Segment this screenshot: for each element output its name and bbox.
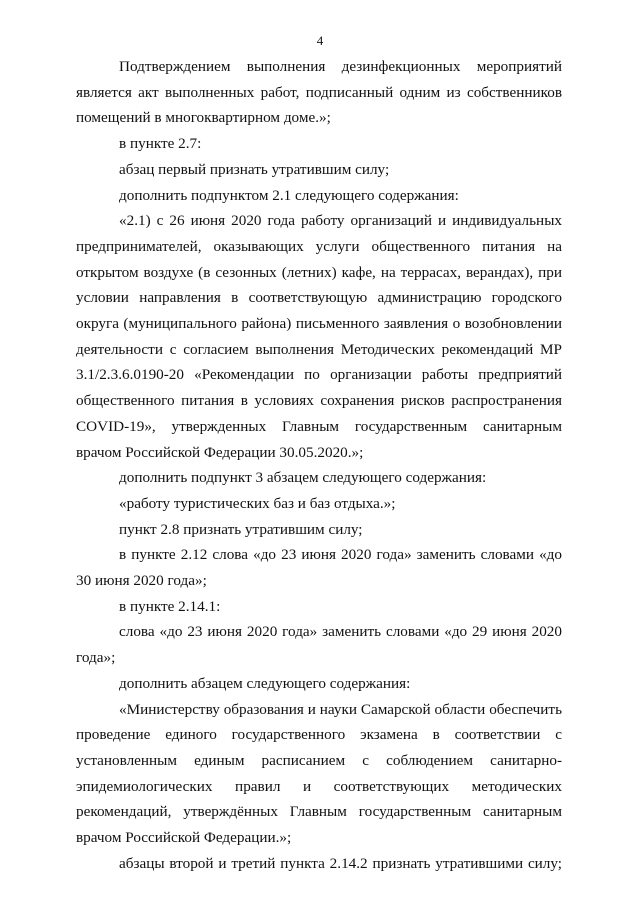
paragraph-clause-2-12: в пункте 2.12 слова «до 23 июня 2020 года» заменить словами «до 30 июня 2020 года»;	[76, 546, 562, 590]
paragraph-tourist-bases: «работу туристических баз и баз отдыха.»;	[119, 494, 396, 512]
paragraph-replace-words: слова «до 23 июня 2020 года» заменить словами «до 29 июня 2020 года»;	[76, 623, 562, 667]
paragraph-clause-2-7: в пункте 2.7:	[119, 135, 202, 153]
paragraph-ministry-exam: «Министерству образования и науки Самарской области обеспечить проведение единого государственного экзамена в соответствии с установленным единым расписанием с соблюдением санитарно-эпидемиологических правил и соответствующих методических рекомендаций, утверждённых Главным государственным санитарным врачом Российской Федерации.»;	[76, 700, 562, 847]
paragraph-subclause-2-1-text: «2.1) с 26 июня 2020 года работу организаций и индивидуальных предпринимателей, оказывающих услуги общественного питания на открытом воздухе (в сезонных (летних) кафе, на террасах, верандах), при условии направления в соответствующую администрацию городского округа (муниципального района) письменного заявления о возобновлении деятельности с согласием выполнения Методических рекомендаций МР 3.1/2.3.6.0190-20 «Рекомендации по организации работы предприятий общественного питания в условиях сохранения рисков распространения COVID-19», утвержденных Главным государственным санитарным врачом Российской Федерации 30.05.2020.»;	[76, 212, 562, 461]
paragraph-disinfection-confirmation: Подтверждением выполнения дезинфекционных мероприятий является акт выполненных работ, подписанный одним из собственников помещений в многоквартирном доме.»;	[76, 58, 562, 127]
paragraph-add-abzac: дополнить абзацем следующего содержания:	[119, 674, 411, 692]
document-body	[76, 54, 562, 877]
page-number: 4	[316, 33, 324, 48]
paragraph-first-abzac-void: абзац первый признать утратившим силу;	[119, 160, 390, 178]
paragraph-clause-2-8-void: пункт 2.8 признать утратившим силу;	[119, 520, 363, 538]
paragraph-add-subclause-2-1: дополнить подпунктом 2.1 следующего содержания:	[119, 186, 459, 204]
paragraph-clause-2-14-2-void: абзацы второй и третий пункта 2.14.2 признать утратившими силу;	[119, 854, 562, 872]
paragraph-add-to-subclause-3: дополнить подпункт 3 абзацем следующего содержания:	[119, 469, 487, 487]
paragraph-clause-2-14-1: в пункте 2.14.1:	[119, 597, 221, 615]
